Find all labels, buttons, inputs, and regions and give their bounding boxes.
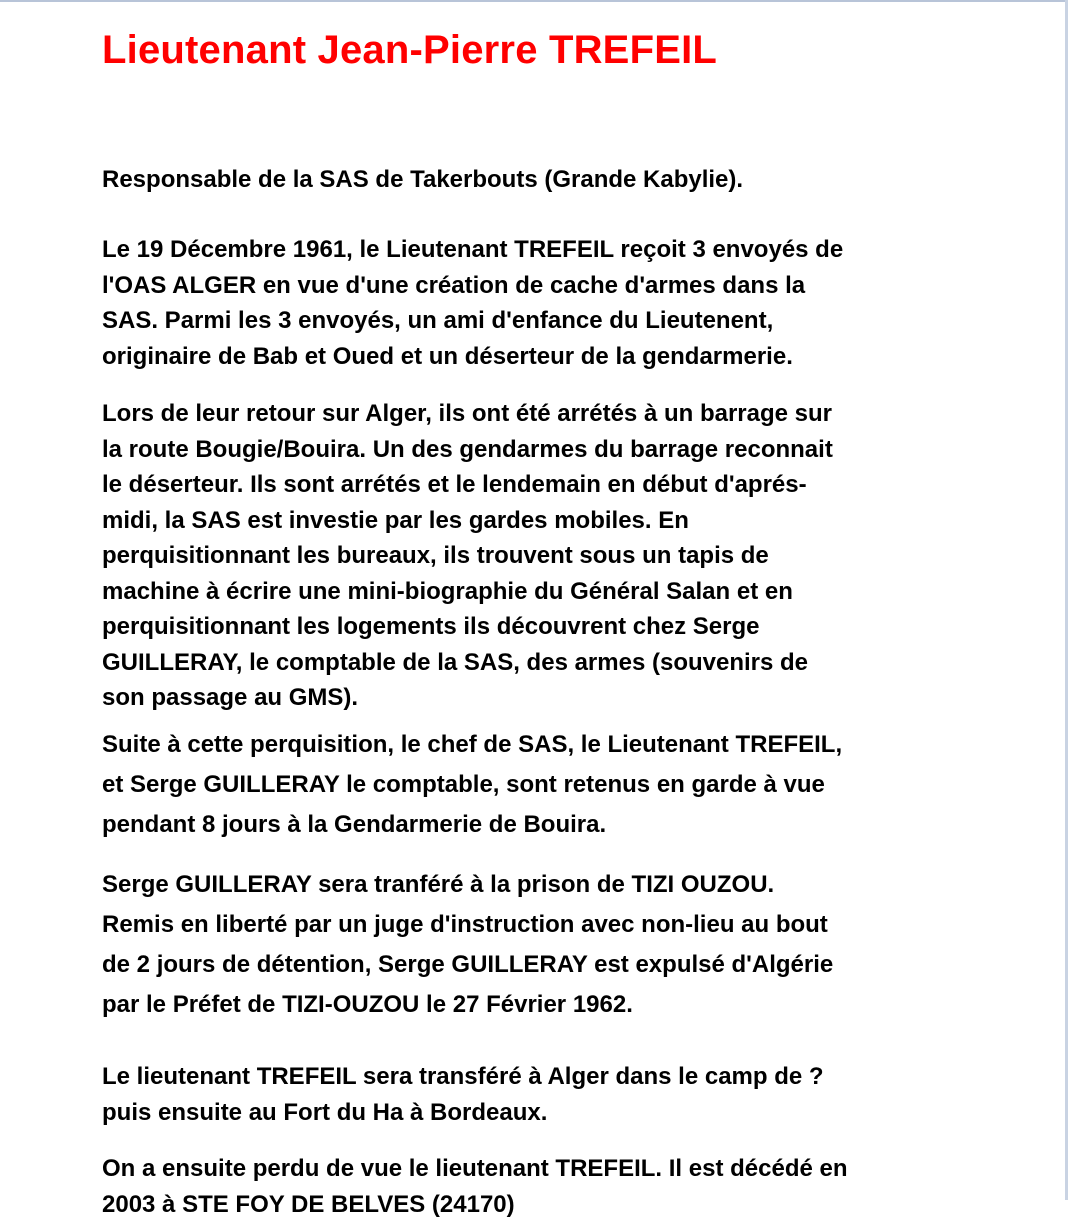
text-line: Lors de leur retour sur Alger, ils ont été arrétés à un barrage sur [102, 396, 833, 432]
text-line: le déserteur. Ils sont arrétés et le lendemain en début d'aprés- [102, 467, 833, 503]
text-line: midi, la SAS est investie par les gardes mobiles. En [102, 503, 833, 539]
paragraph-arrest [102, 396, 833, 716]
text-line: Responsable de la SAS de Takerbouts (Grande Kabylie). [102, 162, 743, 198]
text-line: Le lieutenant TREFEIL sera transféré à Alger dans le camp de ? [102, 1059, 824, 1095]
paragraph-expulsion [102, 865, 833, 1025]
text-line: Suite à cette perquisition, le chef de SAS, le Lieutenant TREFEIL, [102, 725, 842, 765]
paragraph-role [102, 162, 743, 198]
text-line: perquisitionnant les bureaux, ils trouvent sous un tapis de [102, 538, 833, 574]
text-line: On a ensuite perdu de vue le lieutenant TREFEIL. Il est décédé en [102, 1151, 848, 1187]
text-line: SAS. Parmi les 3 envoyés, un ami d'enfance du Lieutenent, [102, 303, 843, 339]
paragraph-oas-visit [102, 232, 843, 374]
text-line: machine à écrire une mini-biographie du Général Salan et en [102, 574, 833, 610]
text-line: Le 19 Décembre 1961, le Lieutenant TREFEIL reçoit 3 envoyés de [102, 232, 843, 268]
text-line: et Serge GUILLERAY le comptable, sont retenus en garde à vue [102, 765, 842, 805]
paragraph-transfer [102, 1059, 824, 1130]
text-line: puis ensuite au Fort du Ha à Bordeaux. [102, 1095, 824, 1131]
text-line: GUILLERAY, le comptable de la SAS, des armes (souvenirs de [102, 645, 833, 681]
text-line: Remis en liberté par un juge d'instruction avec non-lieu au bout [102, 905, 833, 945]
text-line: Serge GUILLERAY sera tranféré à la prison de TIZI OUZOU. [102, 865, 833, 905]
text-line: perquisitionnant les logements ils découvrent chez Serge [102, 609, 833, 645]
paragraph-custody [102, 725, 842, 845]
paragraph-fate [102, 1151, 848, 1222]
text-line: pendant 8 jours à la Gendarmerie de Bouira. [102, 805, 842, 845]
text-line: la route Bougie/Bouira. Un des gendarmes du barrage reconnait [102, 432, 833, 468]
text-line: l'OAS ALGER en vue d'une création de cache d'armes dans la [102, 268, 843, 304]
text-line: par le Préfet de TIZI-OUZOU le 27 Février 1962. [102, 985, 833, 1025]
text-line: son passage au GMS). [102, 680, 833, 716]
text-line: 2003 à STE FOY DE BELVES (24170) [102, 1187, 848, 1222]
window-top-border [0, 0, 1068, 2]
text-line: originaire de Bab et Oued et un déserteur de la gendarmerie. [102, 339, 843, 375]
text-line: de 2 jours de détention, Serge GUILLERAY est expulsé d'Algérie [102, 945, 833, 985]
document-title: Lieutenant Jean-Pierre TREFEIL [102, 28, 717, 73]
